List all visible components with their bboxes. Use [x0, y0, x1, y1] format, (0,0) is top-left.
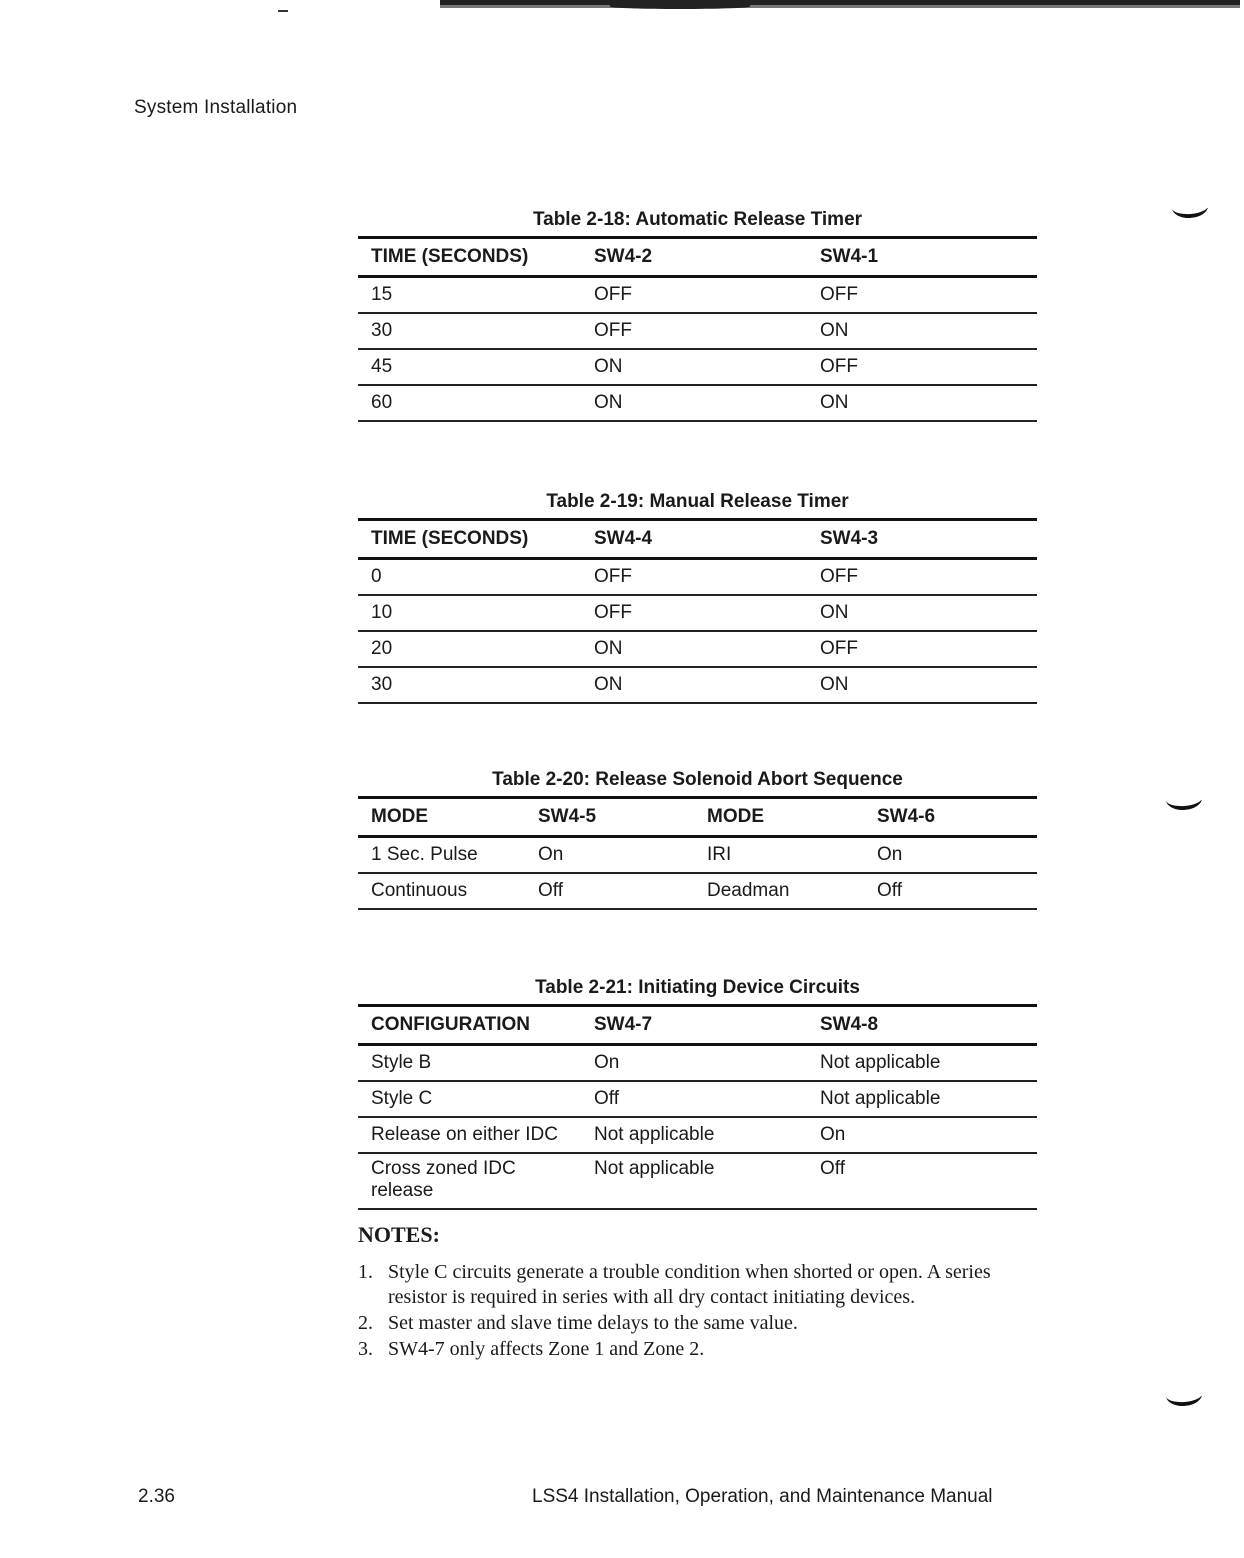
- table-row: [358, 1082, 1037, 1118]
- table-row: [358, 386, 1037, 422]
- table-cell: 30: [371, 320, 393, 341]
- table-row: [358, 838, 1037, 874]
- scan-top-edge: [440, 0, 1240, 8]
- table-cell: 20: [371, 638, 393, 659]
- column-header: SW4-3: [820, 528, 879, 549]
- table-cell: Continuous: [371, 880, 468, 901]
- note-text: SW4-7 only affects Zone 1 and Zone 2.: [388, 1338, 705, 1360]
- column-header: SW4-2: [594, 246, 653, 267]
- table-cell: ON: [820, 320, 849, 341]
- table-cell: ON: [820, 674, 849, 695]
- table-cell: OFF: [820, 356, 858, 377]
- note-number: 3.: [358, 1338, 373, 1360]
- table-cell: OFF: [594, 566, 632, 587]
- table-cell: IRI: [707, 844, 732, 865]
- table-cell: On: [594, 1052, 620, 1073]
- table-cell: ON: [594, 638, 623, 659]
- table-cell: Not applicable: [594, 1158, 715, 1179]
- column-header: SW4-1: [820, 246, 879, 267]
- margin-binding-mark: [1172, 208, 1208, 218]
- table-cell: 10: [371, 602, 393, 623]
- column-header: CONFIGURATION: [371, 1014, 531, 1035]
- table-cell: On: [538, 844, 564, 865]
- table-row: [358, 1154, 1037, 1210]
- column-header: SW4-4: [594, 528, 653, 549]
- table-row: [358, 350, 1037, 386]
- table-cell: ON: [820, 602, 849, 623]
- table-cell: 45: [371, 356, 393, 377]
- table-cell: Not applicable: [594, 1124, 715, 1145]
- table-cell: ON: [594, 674, 623, 695]
- margin-binding-mark: [1166, 800, 1202, 810]
- margin-binding-mark: [1166, 1396, 1202, 1406]
- column-header: SW4-7: [594, 1014, 653, 1035]
- table-row: [358, 278, 1037, 314]
- table-row: [358, 632, 1037, 668]
- column-header: TIME (SECONDS): [371, 528, 529, 549]
- note-item: [358, 1337, 1038, 1362]
- table-header-row: [358, 796, 1037, 838]
- table-cell: OFF: [820, 638, 858, 659]
- table-row: [358, 874, 1037, 910]
- table-cell: Not applicable: [820, 1052, 941, 1073]
- table-row: [358, 1046, 1037, 1082]
- column-header: SW4-8: [820, 1014, 879, 1035]
- note-number: 1.: [358, 1261, 373, 1283]
- column-header: SW4-5: [538, 806, 597, 827]
- table-cell: ON: [594, 392, 623, 413]
- table-cell: Style B: [371, 1052, 432, 1073]
- table-header-row: [358, 518, 1037, 560]
- table-row: [358, 314, 1037, 350]
- table-initiating-device-circuits: [358, 974, 1037, 1210]
- table-cell: Not applicable: [820, 1088, 941, 1109]
- table-cell: OFF: [594, 602, 632, 623]
- column-header: SW4-6: [877, 806, 936, 827]
- column-header: MODE: [707, 806, 764, 827]
- running-header: System Installation: [134, 97, 298, 118]
- table-row: [358, 1118, 1037, 1154]
- table-cell: Release on either IDC: [371, 1124, 558, 1145]
- note-text: Style C circuits generate a trouble condition when shorted or open. A series resistor is required in series with all dry contact initiating devices.: [388, 1261, 991, 1308]
- table-manual-release-timer: [358, 488, 1037, 704]
- table-cell: On: [877, 844, 903, 865]
- table-row: [358, 560, 1037, 596]
- table-row: [358, 668, 1037, 704]
- table-cell: OFF: [594, 284, 632, 305]
- notes-title: NOTES:: [358, 1222, 440, 1247]
- note-number: 2.: [358, 1312, 373, 1334]
- table-header-row: [358, 1004, 1037, 1046]
- table-title: Table 2-19: Manual Release Timer: [546, 491, 849, 512]
- note-text: Set master and slave time delays to the same value.: [388, 1312, 798, 1334]
- table-cell: 1 Sec. Pulse: [371, 844, 478, 865]
- table-cell: Cross zoned IDC release: [371, 1158, 516, 1201]
- column-header: TIME (SECONDS): [371, 246, 529, 267]
- table-cell: Deadman: [707, 880, 790, 901]
- table-title: Table 2-20: Release Solenoid Abort Sequence: [492, 769, 903, 790]
- scan-tick-mark: [278, 10, 288, 12]
- table-cell: On: [820, 1124, 846, 1145]
- table-cell: 30: [371, 674, 393, 695]
- table-cell: Off: [538, 880, 563, 901]
- table-cell: 60: [371, 392, 393, 413]
- note-item: [358, 1260, 1038, 1310]
- table-cell: ON: [820, 392, 849, 413]
- table-cell: OFF: [820, 284, 858, 305]
- table-cell: Off: [877, 880, 902, 901]
- page-number: 2.36: [138, 1486, 175, 1507]
- table-header-row: [358, 236, 1037, 278]
- table-cell: Off: [594, 1088, 619, 1109]
- table-automatic-release-timer: [358, 206, 1037, 422]
- column-header: MODE: [371, 806, 428, 827]
- note-item: [358, 1311, 1038, 1336]
- table-title: Table 2-21: Initiating Device Circuits: [535, 977, 860, 998]
- table-cell: 0: [371, 566, 382, 587]
- notes-section: [358, 1222, 1038, 1363]
- table-cell: Off: [820, 1158, 845, 1179]
- table-cell: OFF: [820, 566, 858, 587]
- table-cell: Style C: [371, 1088, 433, 1109]
- table-cell: 15: [371, 284, 393, 305]
- table-release-solenoid-abort-sequence: [358, 766, 1037, 910]
- table-cell: ON: [594, 356, 623, 377]
- manual-title: LSS4 Installation, Operation, and Maintenance Manual: [532, 1486, 993, 1507]
- table-cell: OFF: [594, 320, 632, 341]
- table-title: Table 2-18: Automatic Release Timer: [532, 209, 863, 230]
- table-row: [358, 596, 1037, 632]
